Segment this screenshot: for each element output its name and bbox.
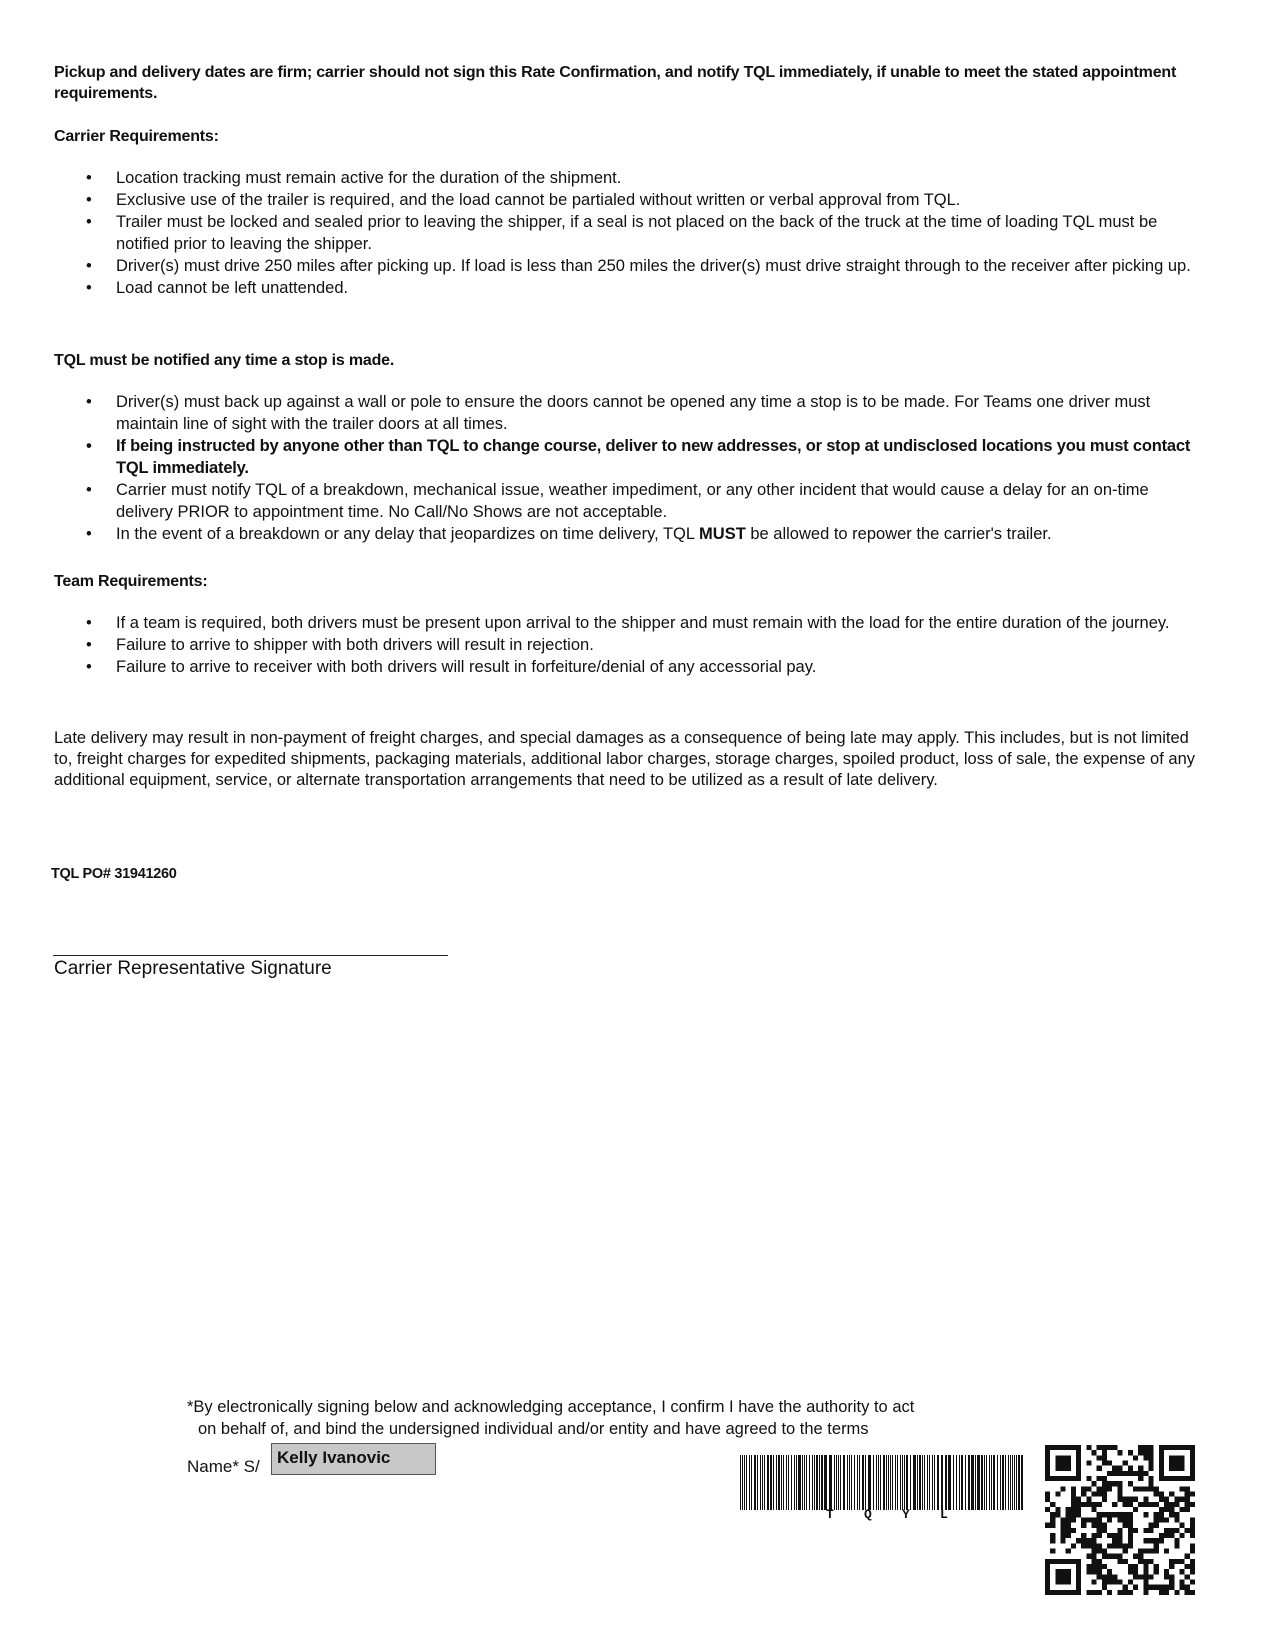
name-signature-field[interactable]: Kelly Ivanovic: [271, 1443, 436, 1475]
must-emphasis: MUST: [699, 525, 746, 543]
carrier-requirements-heading: Carrier Requirements:: [54, 128, 219, 145]
list-item: [54, 523, 1204, 545]
po-number: TQL PO# 31941260: [51, 866, 177, 882]
repower-text-start: In the event of a breakdown or any delay that jeopardizes on time delivery, TQL: [116, 525, 700, 543]
list-item: • If being instructed by anyone other than TQL to change course, deliver to new addresses, or stop at undisclosed locations you must contact TQL immediately.: [54, 435, 1204, 479]
barcode-char: T: [826, 1507, 834, 1522]
barcode-image: [738, 1455, 1026, 1510]
list-item: • Location tracking must remain active for the duration of the shipment.: [54, 167, 1204, 189]
list-item: • Failure to arrive to receiver with both drivers will result in forfeiture/denial of any accessorial pay.: [54, 656, 1204, 678]
barcode-char: L: [940, 1507, 948, 1522]
list-item: • Driver(s) must back up against a wall or pole to ensure the doors cannot be opened any time a stop is to be made. For Teams one driver must maintain line of sight with the trailer doors at all times.: [54, 391, 1204, 435]
name-label: Name* S/: [187, 1457, 260, 1476]
esign-statement: [187, 1396, 1067, 1440]
repower-text-end: be allowed to repower the carrier's trailer.: [745, 525, 1052, 543]
signature-line: [53, 955, 448, 956]
list-item: • Driver(s) must drive 250 miles after picking up. If load is less than 250 miles the driver(s) must drive straight through to the receiver after picking up.: [54, 255, 1204, 277]
stop-requirements-list: [54, 391, 1204, 545]
team-requirements-list: [54, 612, 1204, 678]
esign-line-2: on behalf of, and bind the undersigned individual and/or entity and have agreed to the terms: [198, 1420, 869, 1438]
list-item: • Exclusive use of the trailer is required, and the load cannot be partialed without written or verbal approval from TQL.: [54, 189, 1204, 211]
esign-line-1: *By electronically signing below and acknowledging acceptance, I confirm I have the authority to act: [187, 1398, 915, 1416]
stop-notification-heading: TQL must be notified any time a stop is made.: [54, 352, 395, 369]
signature-label: Carrier Representative Signature: [54, 958, 332, 979]
list-item: • Trailer must be locked and sealed prior to leaving the shipper, if a seal is not placed on the back of the truck at the time of loading TQL must be notified prior to leaving the shipper.: [54, 211, 1204, 255]
barcode-char: Y: [902, 1507, 910, 1522]
list-item: • Carrier must notify TQL of a breakdown, mechanical issue, weather impediment, or any other incident that would cause a delay for an on-time delivery PRIOR to appointment time. No Call/No Shows are not acceptable.: [54, 479, 1204, 523]
team-requirements-heading: Team Requirements:: [54, 573, 208, 590]
list-item: • Load cannot be left unattended.: [54, 277, 1204, 299]
late-delivery-paragraph: Late delivery may result in non-payment of freight charges, and special damages as a consequence of being late may apply. This includes, but is not limited to, freight charges for expedited shipments, packaging materials, additional labor charges, storage charges, spoiled product, loss of sale, the expense of any additional equipment, service, or alternate transportation arrangements that need to be utilized as a result of late delivery.: [54, 729, 1195, 789]
intro-notice: Pickup and delivery dates are firm; carrier should not sign this Rate Confirmation, and notify TQL immediately, if unable to meet the stated appointment requirements.: [54, 64, 1177, 102]
carrier-requirements-list: [54, 167, 1204, 299]
barcode-text: [738, 1507, 1026, 1525]
list-item: • Failure to arrive to shipper with both drivers will result in rejection.: [54, 634, 1204, 656]
qr-code-image: [1045, 1445, 1195, 1595]
list-item: • If a team is required, both drivers must be present upon arrival to the shipper and must remain with the load for the entire duration of the journey.: [54, 612, 1204, 634]
barcode-char: Q: [864, 1507, 872, 1522]
